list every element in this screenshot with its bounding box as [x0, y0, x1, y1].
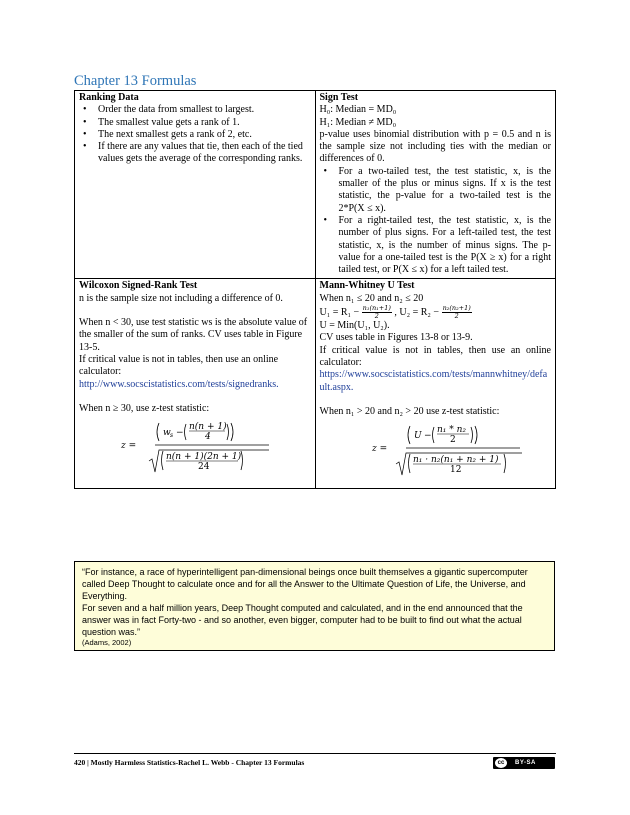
- svg-text:n₁ * n₂: n₁ * n₂: [436, 425, 466, 436]
- mann-u-formulas: [320, 305, 552, 320]
- formula-table: [74, 90, 556, 489]
- mann-para4: When n₁ > 20 and n₂ > 20 use z-test statistic:: [319, 405, 500, 417]
- wilcoxon-line1: n is the sample size not including a difference of 0.: [79, 292, 283, 304]
- svg-text:w: w: [163, 428, 171, 439]
- quote-paragraph-2: For seven and a half million years, Deep Thought computed and calculated, and in the end announced that the answer was in fact Forty-two - and so another, even bigger, computer had to be built to find out what the actual question was.”: [82, 603, 523, 637]
- wilcoxon-para2: When n < 30, use test statistic ws is the absolute value of the smaller of the sum of ranks. CV uses table in Figure 13-5.: [79, 317, 308, 353]
- mann-whitney-cell: [315, 279, 556, 489]
- footer-divider: [74, 753, 556, 754]
- svg-text:12: 12: [449, 465, 461, 476]
- svg-text:4: 4: [205, 432, 211, 443]
- mann-condition: When n₁ ≤ 20 and n₂ ≤ 20: [319, 292, 424, 304]
- svg-text:U: U: [413, 431, 422, 442]
- quote-box: [74, 561, 555, 651]
- svg-text:24: 24: [198, 462, 210, 473]
- sign-h0: H₀: Median = MD₀: [319, 104, 397, 116]
- license-label: BY-SA: [515, 760, 536, 766]
- sign-test-heading: Sign Test: [319, 92, 359, 103]
- ranking-list: [79, 104, 311, 165]
- mann-u1-denominator: 2: [374, 312, 379, 321]
- wilcoxon-z-formula-graphic: [119, 417, 319, 475]
- ranking-bullet: • The next smallest gets a rank of 2, etc.: [98, 129, 311, 141]
- sign-h1: H₁: Median ≠ MD₀: [319, 116, 397, 128]
- svg-text:−: −: [423, 431, 432, 442]
- wilcoxon-para4: When n ≥ 30, use z-test statistic:: [79, 402, 210, 414]
- mann-u1-fraction: [362, 305, 392, 320]
- cc-license-badge[interactable]: [493, 757, 555, 769]
- sign-bullet: • For a two-tailed test, the test statistic, x, is the smaller of the plus or minus signs. If x is the test statistic, the p-value for a two-tailed test is the 2*P(X ≤ x).: [339, 166, 552, 215]
- wilcoxon-link[interactable]: http://www.socscistatistics.com/tests/signedranks.: [79, 378, 279, 390]
- mann-u2-numerator: n₂(n₂+1): [442, 304, 471, 313]
- mann-u2: , U₂ = R₂ −: [394, 306, 440, 318]
- wilcoxon-para3: If critical value is not in tables, then use an online calculator:: [79, 353, 279, 378]
- mann-z-formula-graphic: [370, 420, 570, 478]
- mann-u2-denominator: 2: [454, 312, 459, 321]
- mann-whitney-heading: Mann-Whitney U Test: [319, 280, 415, 292]
- page-title: Chapter 13 Formulas: [74, 73, 197, 89]
- mann-u1-numerator: n₁(n₁+1): [362, 304, 391, 313]
- svg-text:n(n + 1): n(n + 1): [189, 422, 227, 433]
- svg-text:z =: z =: [121, 441, 137, 452]
- quote-paragraph-1: “For instance, a race of hyperintelligent pan-dimensional beings once built themselves a gigantic supercomputer called Deep Thought to calculate once and for all the Answer to the Ultimate Question of Life, the Universe, and Everything.: [82, 567, 528, 601]
- mann-umin: U = Min(U₁, U₂).: [319, 320, 390, 332]
- svg-text:s: s: [170, 432, 174, 440]
- ranking-bullet: • If there are any values that tie, then each of the tied values gets the average of the corresponding ranks.: [98, 141, 311, 166]
- ranking-bullet: • Order the data from smallest to largest.: [98, 104, 311, 116]
- mann-para3: If critical value is not in tables, then use an online calculator:: [319, 344, 551, 368]
- sign-bullet: • For a right-tailed test, the test statistic, x, is the number of plus signs. For a left-tailed test, the test statistic, x, is the number of minus signs. The p-value for a one-tailed test is the P(X ≥ x) for a right tailed test, or P(X ≤ x) for a left tailed test.: [339, 215, 552, 276]
- svg-text:−: −: [176, 428, 184, 439]
- sign-intro: p-value uses binomial distribution with p = 0.5 and n is the sample size not including ties with the median or differences of 0.: [319, 128, 551, 165]
- sign-test-cell: [315, 91, 556, 279]
- ranking-heading: Ranking Data: [79, 92, 139, 103]
- cc-icon: cc: [495, 758, 507, 768]
- mann-u2-fraction: [442, 305, 472, 320]
- quote-citation: (Adams, 2002): [82, 638, 132, 647]
- svg-text:n₁ · n₂(n₁ + n₂ + 1): n₁ · n₂(n₁ + n₂ + 1): [412, 455, 498, 466]
- footer-text: 420 | Mostly Harmless Statistics-Rachel L. Webb - Chapter 13 Formulas: [74, 758, 305, 767]
- svg-text:z =: z =: [371, 444, 387, 455]
- mann-z-formula: [320, 420, 552, 478]
- sign-list: [320, 166, 552, 277]
- svg-text:2: 2: [449, 435, 456, 446]
- mann-cv: CV uses table in Figures 13-8 or 13-9.: [319, 332, 473, 344]
- ranking-cell: [75, 91, 316, 279]
- ranking-bullet: • The smallest value gets a rank of 1.: [98, 117, 311, 129]
- mann-u1: U₁ = R₁ −: [319, 306, 360, 318]
- wilcoxon-cell: [75, 279, 316, 489]
- wilcoxon-z-formula: [79, 417, 311, 475]
- wilcoxon-heading: Wilcoxon Signed-Rank Test: [79, 280, 198, 292]
- svg-text:n(n + 1)(2n + 1): n(n + 1)(2n + 1): [166, 452, 242, 463]
- mann-link[interactable]: https://www.socscistatistics.com/tests/mannwhitney/default.aspx.: [319, 369, 548, 393]
